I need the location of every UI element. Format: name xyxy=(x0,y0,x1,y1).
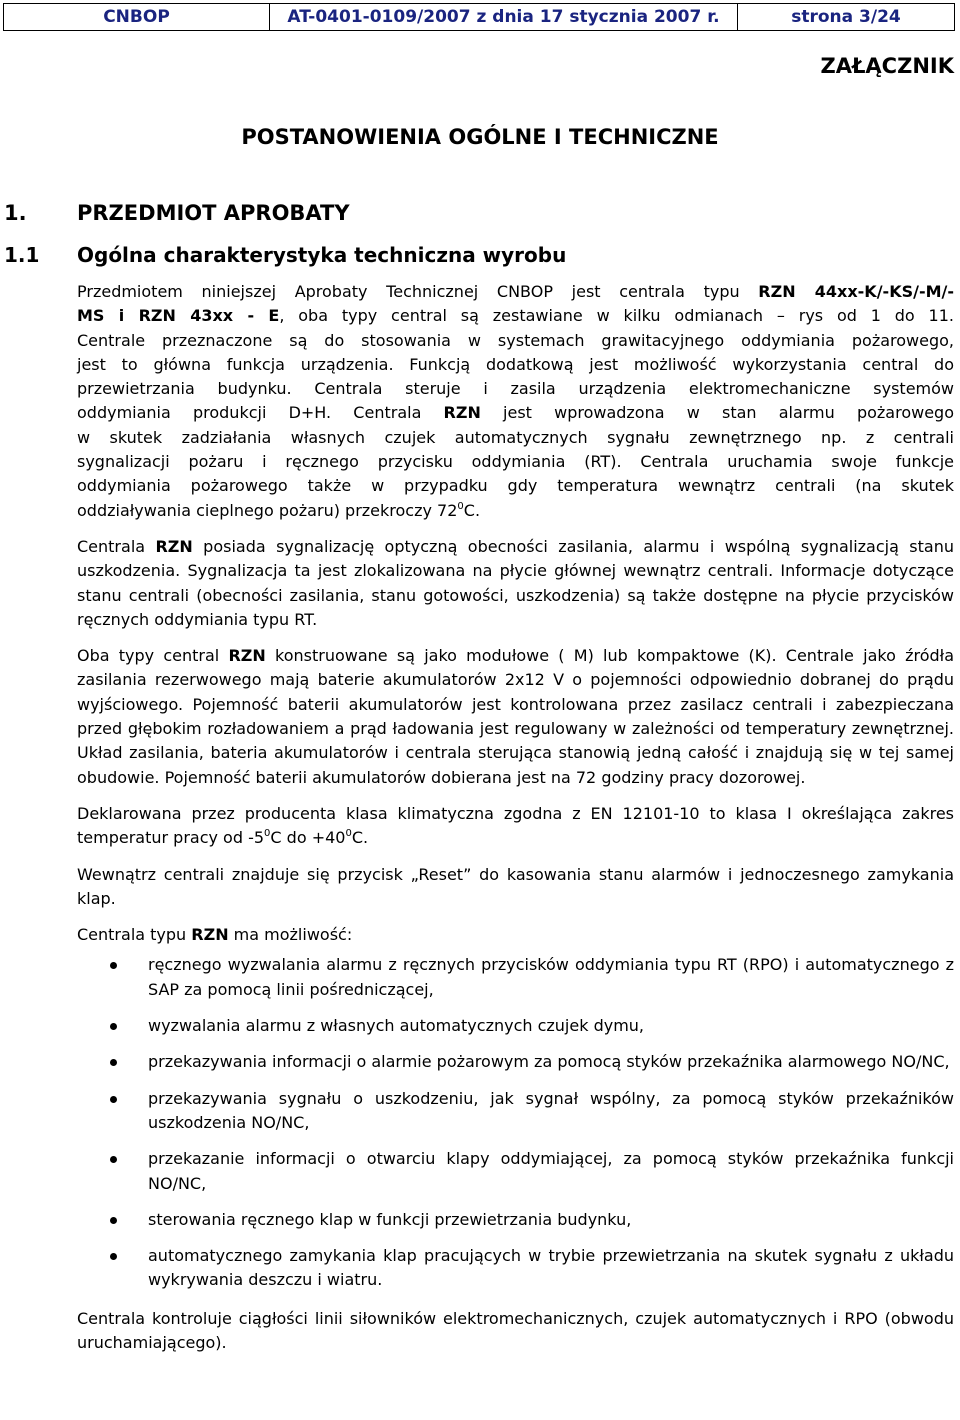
text-run: ma możliwość: xyxy=(228,925,353,945)
paragraph-power-supply xyxy=(77,644,954,790)
document-title: POSTANOWIENIA OGÓLNE I TECHNICZNE xyxy=(241,125,719,149)
list-item xyxy=(77,1014,954,1038)
text-run: , oba typy central są zestawiane w kilku odmianach – rys od 1 do 11. xyxy=(279,306,955,326)
text-line xyxy=(77,401,954,425)
text-line: sygnalizacji pożaru i ręcznego przycisku oddymiania (RT). Centrala uruchamia swoje funkcje xyxy=(77,452,954,472)
superscript: 0 xyxy=(457,500,464,512)
list-item-text: przekazanie informacji o otwarciu klapy oddymiającej, za pomocą styków przekaźnika funkcji NO/NC, xyxy=(148,1149,954,1193)
list-item xyxy=(77,1050,954,1074)
text-line xyxy=(77,499,954,523)
superscript: 0 xyxy=(264,828,271,840)
annex-label: ZAŁĄCZNIK xyxy=(820,54,954,78)
capabilities-list xyxy=(77,953,954,1292)
list-item-text: wyzwalania alarmu z własnych automatycznych czujek dymu, xyxy=(148,1016,645,1036)
text-run: C. xyxy=(351,828,369,848)
section-1-number: 1. xyxy=(4,201,27,225)
list-item-text: przekazywania informacji o alarmie pożarowym za pomocą styków przekaźnika alarmowego NO/NC, xyxy=(148,1052,950,1072)
text-run: jest wprowadzona w stan alarmu pożarowego xyxy=(480,403,955,423)
text-line: jest to główna funkcja urządzenia. Funkcją dodatkową jest możliwość wykorzystania central do xyxy=(77,354,954,374)
text-run: C do +40 xyxy=(270,828,346,848)
text-line: oddymiania pożarowego także w przypadku gdy temperatura wewnątrz centrali (na skutek xyxy=(77,476,954,496)
bullet-icon xyxy=(110,962,117,969)
page-header xyxy=(3,3,955,31)
document-body xyxy=(77,280,954,1367)
list-item xyxy=(77,1208,954,1232)
list-item xyxy=(77,953,954,1002)
text-run: oddymiania produkcji D+H. Centrala xyxy=(77,403,444,423)
rzn-bold: RZN xyxy=(228,646,266,666)
text-run: Oba typy central xyxy=(77,646,229,666)
product-type-bold: MS i RZN 43xx - E xyxy=(77,306,280,326)
section-1-1-heading xyxy=(4,243,566,267)
paragraph-capabilities-intro xyxy=(77,923,954,947)
text-run: Centrala typu xyxy=(77,925,192,945)
text-line: w skutek zadziałania własnych czujek automatycznych sygnału zewnętrznego np. z centrali xyxy=(77,427,954,447)
text-run: Deklarowana przez producenta klasa klimatyczna zgodna z EN 12101-10 to klasa I określająca zakres temperatur pracy od -5 xyxy=(77,803,954,848)
header-doc-ref: AT-0401-0109/2007 z dnia 17 stycznia 2007 r. xyxy=(270,4,738,31)
paragraph-reset-button: Wewnątrz centrali znajduje się przycisk „Reset” do kasowania stanu alarmów i jednoczesnego zamykania klap. xyxy=(77,864,954,908)
list-item xyxy=(77,1244,954,1293)
text-line xyxy=(77,304,954,328)
product-type-bold: RZN 44xx-K/-KS/-M/- xyxy=(758,282,955,301)
bullet-icon xyxy=(110,1156,117,1163)
text-run: posiada sygnalizację optyczną obecności zasilania, alarmu i wspólną sygnalizacją stanu uszkodzenia. Sygnalizacja ta jest zlokalizowana na płycie głównej wewnątrz centrali. Informacje dotyczące stanu centrali (obecności zasilania, stanu gotowości, uszkodzenia) są także dostępne na płycie przycisków ręcznych oddymiania typu RT. xyxy=(77,536,954,629)
header-page-number: strona 3/24 xyxy=(738,4,955,31)
paragraph-signalling xyxy=(77,535,954,632)
text-line xyxy=(77,280,954,304)
rzn-bold: RZN xyxy=(191,925,229,945)
text-line: Centrale przeznaczone są do stosowania w systemach grawitacyjnego oddymiania pożarowego, xyxy=(77,330,954,350)
rzn-bold: RZN xyxy=(443,403,481,423)
text-run: Przedmiotem niniejszej Aprobaty Technicznej CNBOP jest centrala typu xyxy=(77,282,759,301)
bullet-icon xyxy=(110,1096,117,1103)
bullet-icon xyxy=(110,1059,117,1066)
superscript: 0 xyxy=(345,828,352,840)
rzn-bold: RZN xyxy=(155,536,193,556)
paragraph-line-monitoring: Centrala kontroluje ciągłości linii siłowników elektromechanicznych, czujek automatycznych i RPO (obwodu uruchamiającego). xyxy=(77,1308,954,1352)
section-1-1-title: Ogólna charakterystyka techniczna wyrobu xyxy=(77,243,567,267)
text-run: oddziaływania cieplnego pożaru) przekroczy 72 xyxy=(77,500,458,520)
header-org: CNBOP xyxy=(4,4,270,31)
text-run: konstruowane są jako modułowe ( M) lub kompaktowe (K). Centrale jako źródła zasilania rezerwowego mają baterie akumulatorów 2x12 V o pojemności odpowiednio dobranej do prądu wyjściowego. Pojemność baterii akumulatorów jest kontrolowana przez zasilacz centrali i zabezpieczana przed głębokim rozładowaniem a prąd ładowania jest regulowany w zależności od temperatury zewnętrznej. Układ zasilania, bateria akumulatorów i centrala sterująca stanowią jedną całość i znajdują się w tej samej obudowie. Pojemność baterii akumulatorów dobierana jest na 72 godziny pracy dozorowej. xyxy=(77,646,954,787)
list-item-text: ręcznego wyzwalania alarmu z ręcznych przycisków oddymiania typu RT (RPO) i automatycznego z SAP za pomocą linii pośredniczącej, xyxy=(148,955,954,999)
text-line: przewietrzania budynku. Centrala steruje i zasila urządzenia elektromechaniczne systemów xyxy=(77,379,954,399)
text-run: Centrala xyxy=(77,536,156,556)
section-1-1-number: 1.1 xyxy=(4,243,40,267)
list-item-text: przekazywania sygnału o uszkodzeniu, jak sygnał wspólny, za pomocą styków przekaźników uszkodzenia NO/NC, xyxy=(148,1088,954,1132)
list-item-text: automatycznego zamykania klap pracujących w trybie przewietrzania na skutek sygnału z układu wykrywania deszczu i wiatru. xyxy=(148,1246,954,1290)
section-1-title: PRZEDMIOT APROBATY xyxy=(77,201,350,225)
list-item xyxy=(77,1087,954,1136)
paragraph-product-description xyxy=(77,280,954,523)
bullet-icon xyxy=(110,1253,117,1260)
paragraph-climate-class xyxy=(77,802,954,851)
bullet-icon xyxy=(110,1023,117,1030)
list-item xyxy=(77,1147,954,1196)
section-1-heading xyxy=(4,201,350,225)
list-item-text: sterowania ręcznego klap w funkcji przewietrzania budynku, xyxy=(148,1209,632,1229)
text-run: C. xyxy=(463,500,481,520)
bullet-icon xyxy=(110,1217,117,1224)
